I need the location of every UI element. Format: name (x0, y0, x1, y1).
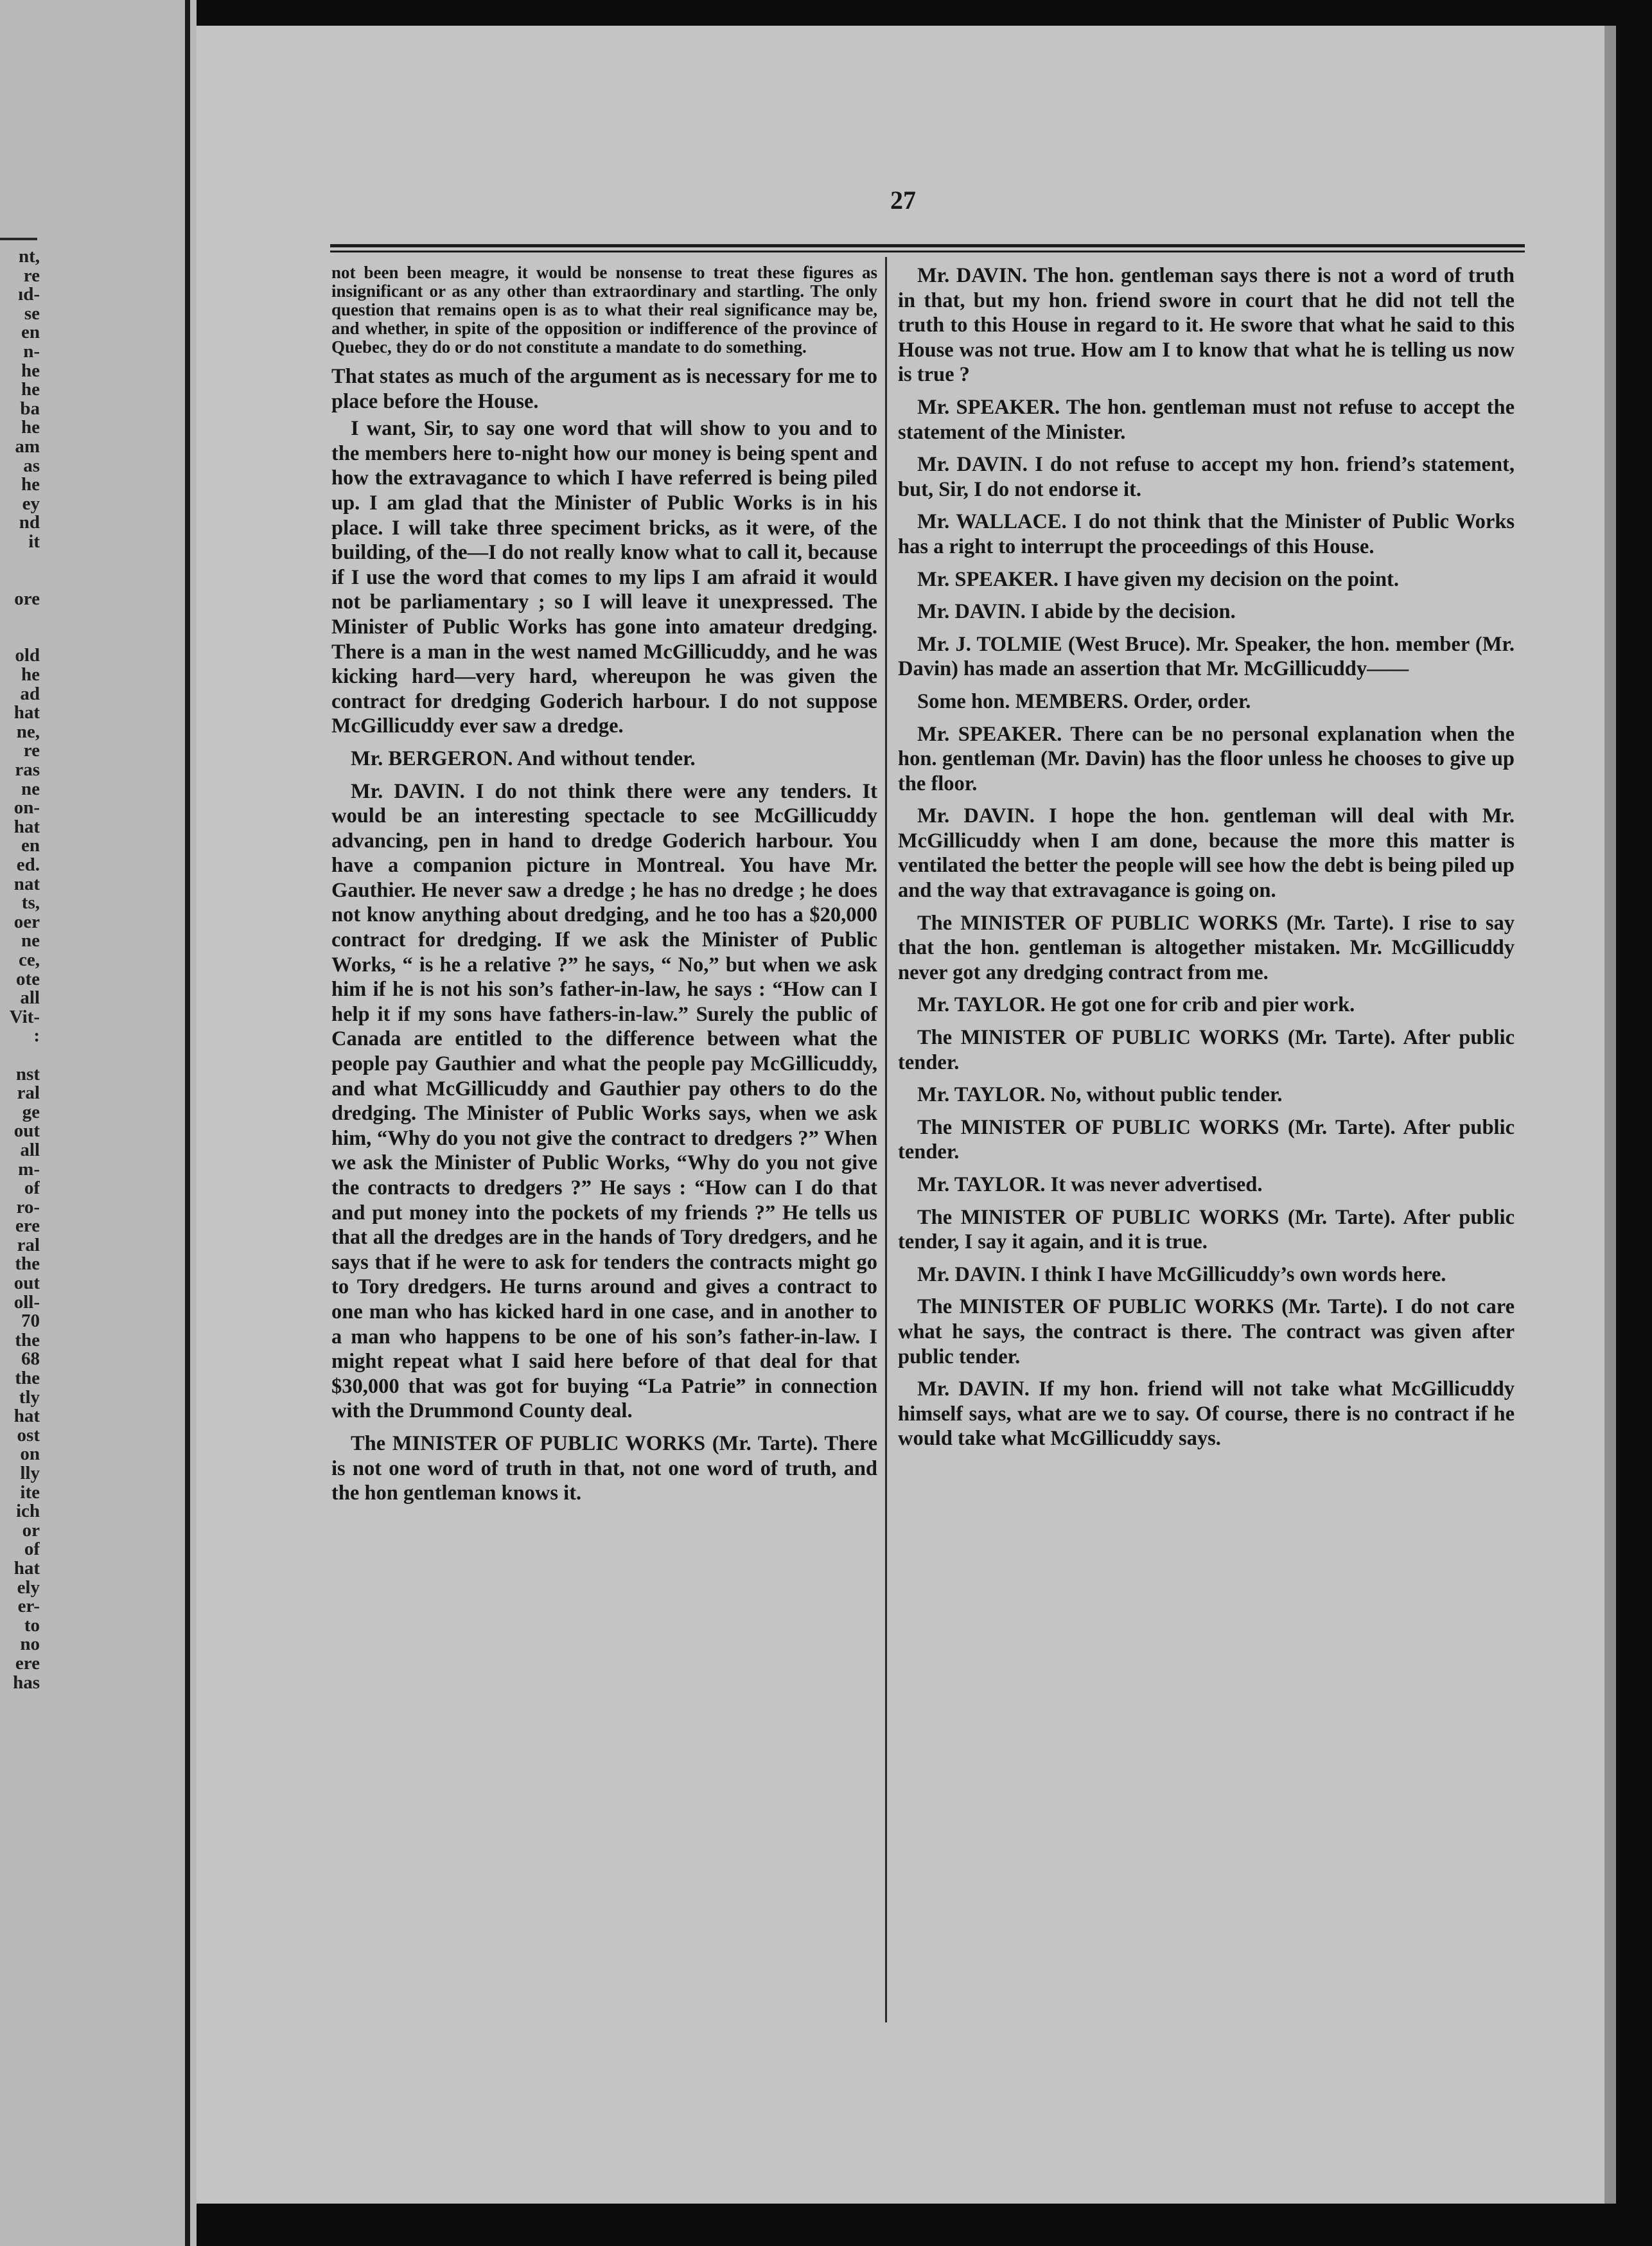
previous-page-fragment: to (24, 1616, 40, 1636)
column-divider (885, 257, 887, 2022)
speech-minister: The MINISTER OF PUBLIC WORKS (Mr. Tarte). After public tender, I say it again, and it is true. (898, 1205, 1515, 1254)
speech-davin: Mr. DAVIN. I do not refuse to accept my hon. friend’s statement, but, Sir, I do not endorse it. (898, 453, 1515, 501)
previous-page-fragment: ral (17, 1084, 40, 1103)
speech-bergeron: Mr. BERGERON. And without tender. (351, 747, 696, 770)
previous-page-fragment: er- (17, 1597, 40, 1616)
previous-page-rule (0, 238, 37, 240)
previous-page-fragment (1, 570, 40, 590)
previous-page-fragment: the (15, 1369, 40, 1388)
previous-page-fragment: ro- (16, 1198, 40, 1217)
previous-page-fragment: out (13, 1274, 40, 1293)
previous-page-fragment: all (20, 989, 40, 1008)
previous-page-fragment: hat (13, 703, 40, 723)
previous-page-fragment: it (28, 532, 40, 552)
previous-page-fragment: ely (17, 1578, 40, 1598)
previous-page-fragment: of (24, 1179, 40, 1198)
previous-page-fragment: of (24, 1540, 40, 1559)
previous-page-fragment: hat (13, 817, 40, 837)
previous-page-fragment: ıd- (18, 285, 40, 305)
header-rule-thin (330, 251, 1525, 252)
previous-page-fragment: he (21, 475, 40, 495)
paragraph: I want, Sir, to say one word that will show to you and to the members here to-night how our money is being spent and how the extravagance to which I have referred is being piled up. I am glad that the Minister of Public Works is in his place. I will take three speciment bricks, as it were, of the building, of the—I do not really know what to call it, because if I use the word that comes to my lips I am afraid it would not be parliamentary ; so I will leave it unexpressed. The Minister of Public Works has gone into amateur dredging. There is a man in the west named McGillicuddy, and he was kicking hard—very hard, whereupon he was given the contract for dredging Goderich harbour. I do not suppose McGillicuddy ever saw a dredge. (331, 417, 877, 738)
previous-page-fragment: n- (23, 342, 40, 362)
previous-page-fragment: ad (20, 684, 40, 704)
speech-davin: Mr. DAVIN. The hon. gentleman says there is not a word of truth in that, but my hon. friend swore in court that he did not tell the truth to this House in regard to it. He swore that what he said to this House was not true. How am I to know that what he is telling us now is true ? (898, 264, 1515, 387)
previous-page-fragment: has (13, 1673, 40, 1693)
header-rule-thick (330, 244, 1525, 247)
previous-page-fragment: 68 (21, 1350, 40, 1370)
speech-taylor: Mr. TAYLOR. He got one for crib and pier work. (917, 993, 1355, 1017)
previous-page-fragment: nt, (18, 247, 40, 267)
speech-minister: The MINISTER OF PUBLIC WORKS (Mr. Tarte). After public tender. (898, 1026, 1515, 1074)
previous-page-fragment: ost (17, 1426, 40, 1446)
previous-page-fragment (1, 628, 40, 647)
previous-page-fragment: on- (13, 799, 40, 818)
previous-page-fragment: ba (20, 399, 40, 419)
speech-wallace: Mr. WALLACE. I do not think that the Minister of Public Works has a right to interrupt the proceedings of this House. (898, 510, 1515, 558)
book-spine (185, 0, 190, 2246)
speech-davin: Mr. DAVIN. I do not think there were any tenders. It would be an interesting spectacle to see McGillicuddy advancing, pen in hand to dredge Goderich harbour. You have a companion picture in Montreal. You have Mr. Gauthier. He never saw a dredge ; he has no dredge ; he does not know anything about dredging, and he too has a $20,000 contract for dredging. If we ask the Minister of Public Works, “ is he a relative ?” he says, “ No,” but when we ask him if he is not his son’s father-in-law, he says : “How can I help it if my sons have fathers-in-law.” Surely the public of Canada are entitled to the difference between what the people pay Gauthier and what the people pay McGillicuddy, and what McGillicuddy and Gauthier pay others to do the dredging. The Minister of Public Works says, when we ask him, “Why do you not give the contract to dredgers ?” When we ask the Minister of Public Works, “Why do you not give the contracts to dredgers ?” He says : “How can I do that and put money into the pockets of my friends ?” He tells us that all the dredges are in the hands of Tory dredgers, and he says that if he were to ask for tenders the contracts might go to Tory dredgers. He turns around and gives a contract to one man who has kicked hard in one case, and in another to a man who happens to be one of his son’s father-in-law. I might repeat what I said here before of that deal for that $30,000 that was got for buying “La Patrie” in connection with the Drummond County deal. (331, 779, 877, 1423)
speech-taylor: Mr. TAYLOR. No, without public tender. (917, 1083, 1283, 1107)
previous-page-fragment: hat (13, 1559, 40, 1578)
previous-page-fragment: hat (13, 1407, 40, 1426)
previous-page-fragment: tly (19, 1388, 40, 1408)
previous-page-fragment: out (13, 1122, 40, 1141)
speech-minister: The MINISTER OF PUBLIC WORKS (Mr. Tarte). I do not care what he says, the contract is there. The contract was given after public tender. (898, 1295, 1515, 1368)
previous-page-fragment: he (21, 418, 40, 438)
previous-page-fragment: re (23, 266, 40, 286)
previous-page-fragment: as (23, 456, 40, 476)
speech-speaker: Mr. SPEAKER. The hon. gentleman must not refuse to accept the statement of the Minister. (898, 395, 1515, 444)
speech-minister: The MINISTER OF PUBLIC WORKS (Mr. Tarte). There is not one word of truth in that, not one word of truth, and the hon gentleman knows it. (331, 1431, 877, 1505)
previous-page-fragment: old (15, 646, 40, 666)
speech-members: Some hon. MEMBERS. Order, order. (917, 689, 1251, 713)
previous-page-fragment: he (21, 380, 40, 400)
previous-page-fragment: oll- (13, 1293, 40, 1313)
previous-page-fragment: Vit- (9, 1007, 40, 1027)
previous-page-fragment: ere (15, 1217, 40, 1236)
previous-page-fragment: lly (20, 1464, 40, 1483)
previous-page-fragment: ote (15, 969, 40, 989)
previous-page-fragment: ey (22, 494, 40, 514)
previous-page-edge (0, 0, 197, 2246)
speech-minister: The MINISTER OF PUBLIC WORKS (Mr. Tarte). After public tender. (898, 1115, 1515, 1164)
previous-page-fragment (1, 552, 40, 571)
previous-page-fragment: re (23, 741, 40, 761)
previous-page-fragment: ts, (21, 894, 40, 913)
previous-page-fragment: he (21, 361, 40, 381)
previous-page-fragment: oer (13, 912, 40, 932)
previous-page-fragment: ne (21, 932, 40, 951)
previous-page-fragment: ge (22, 1102, 40, 1122)
previous-page-fragment: no (20, 1635, 40, 1654)
speech-davin: Mr. DAVIN. I hope the hon. gentleman will deal with Mr. McGillicuddy when I am done, because the more this matter is ventilated the better the people will see how the debt is being piled up and the way that extravagance is going on. (898, 804, 1515, 903)
speech-tolmie: Mr. J. TOLMIE (West Bruce). Mr. Speaker, the hon. member (Mr. Davin) has made an assertion that Mr. McGillicuddy—— (898, 632, 1515, 681)
previous-page-fragment: en (21, 323, 40, 342)
speech-speaker: Mr. SPEAKER. There can be no personal explanation when the hon. gentleman (Mr. Davin) has the floor unless he chooses to give up the floor. (898, 722, 1515, 795)
previous-page-fragment: ite (20, 1483, 40, 1503)
previous-page-fragment: m- (18, 1160, 40, 1180)
previous-page-fragment: on (20, 1445, 40, 1464)
previous-page-fragment: ere (15, 1654, 40, 1674)
previous-page-fragment: the (15, 1331, 40, 1350)
speech-speaker: Mr. SPEAKER. I have given my decision on the point. (917, 567, 1399, 591)
previous-page-fragment: ore (14, 589, 40, 609)
quoted-passage: not been been meagre, it would be nonsense to treat these figures as insignificant or as any other than extraordinary and startling. The only question that remains open is as to what their real significance may be, and whether, in spite of the opposition or indifference of the province of Quebec, they do or do not constitute a mandate to do something. (331, 263, 877, 357)
previous-page-fragment: the (15, 1255, 40, 1275)
previous-page-fragment: ne (21, 779, 40, 799)
previous-page-fragment: ral (17, 1235, 40, 1255)
previous-page-fragment: se (24, 304, 40, 324)
previous-page-fragment: : (33, 1027, 40, 1046)
previous-page-fragment: nst (15, 1065, 40, 1084)
speech-minister: The MINISTER OF PUBLIC WORKS (Mr. Tarte). I rise to say that the hon. gentleman is altogether mistaken. Mr. McGillicuddy never got any dredging contract from me. (898, 911, 1515, 984)
speech-davin: Mr. DAVIN. If my hon. friend will not take what McGillicuddy himself says, what are we to say. Of course, there is no contract if he would take what McGillicuddy says. (898, 1377, 1515, 1451)
previous-page-fragment: am (15, 437, 40, 457)
right-column (898, 263, 1515, 1459)
previous-page-fragment (1, 1046, 40, 1065)
previous-page-fragment: all (20, 1140, 40, 1160)
previous-page-fragment: ras (15, 761, 40, 780)
previous-page-fragment: nd (19, 513, 40, 533)
previous-page-fragment: en (21, 836, 40, 856)
previous-page-fragment: nat (13, 874, 40, 894)
previous-page-fragment: or (22, 1521, 40, 1541)
document-page (197, 26, 1616, 2204)
speech-davin: Mr. DAVIN. I abide by the decision. (917, 600, 1236, 624)
previous-page-fragment (1, 608, 40, 628)
paragraph: That states as much of the argument as is necessary for me to place before the House. (331, 365, 877, 413)
speech-davin: Mr. DAVIN. I think I have McGillicuddy’s own words here. (917, 1262, 1446, 1286)
speech-taylor: Mr. TAYLOR. It was never advertised. (917, 1173, 1263, 1196)
previous-page-fragment: ne, (16, 722, 40, 742)
left-column (331, 263, 877, 1514)
previous-page-fragment: ce, (19, 950, 40, 970)
page-number: 27 (890, 186, 916, 215)
previous-page-fragment: ed. (16, 856, 40, 875)
previous-page-fragment: ich (15, 1502, 40, 1521)
previous-page-text-fragments (1, 247, 40, 1692)
previous-page-fragment: he (21, 666, 40, 685)
previous-page-fragment: 70 (21, 1312, 40, 1331)
